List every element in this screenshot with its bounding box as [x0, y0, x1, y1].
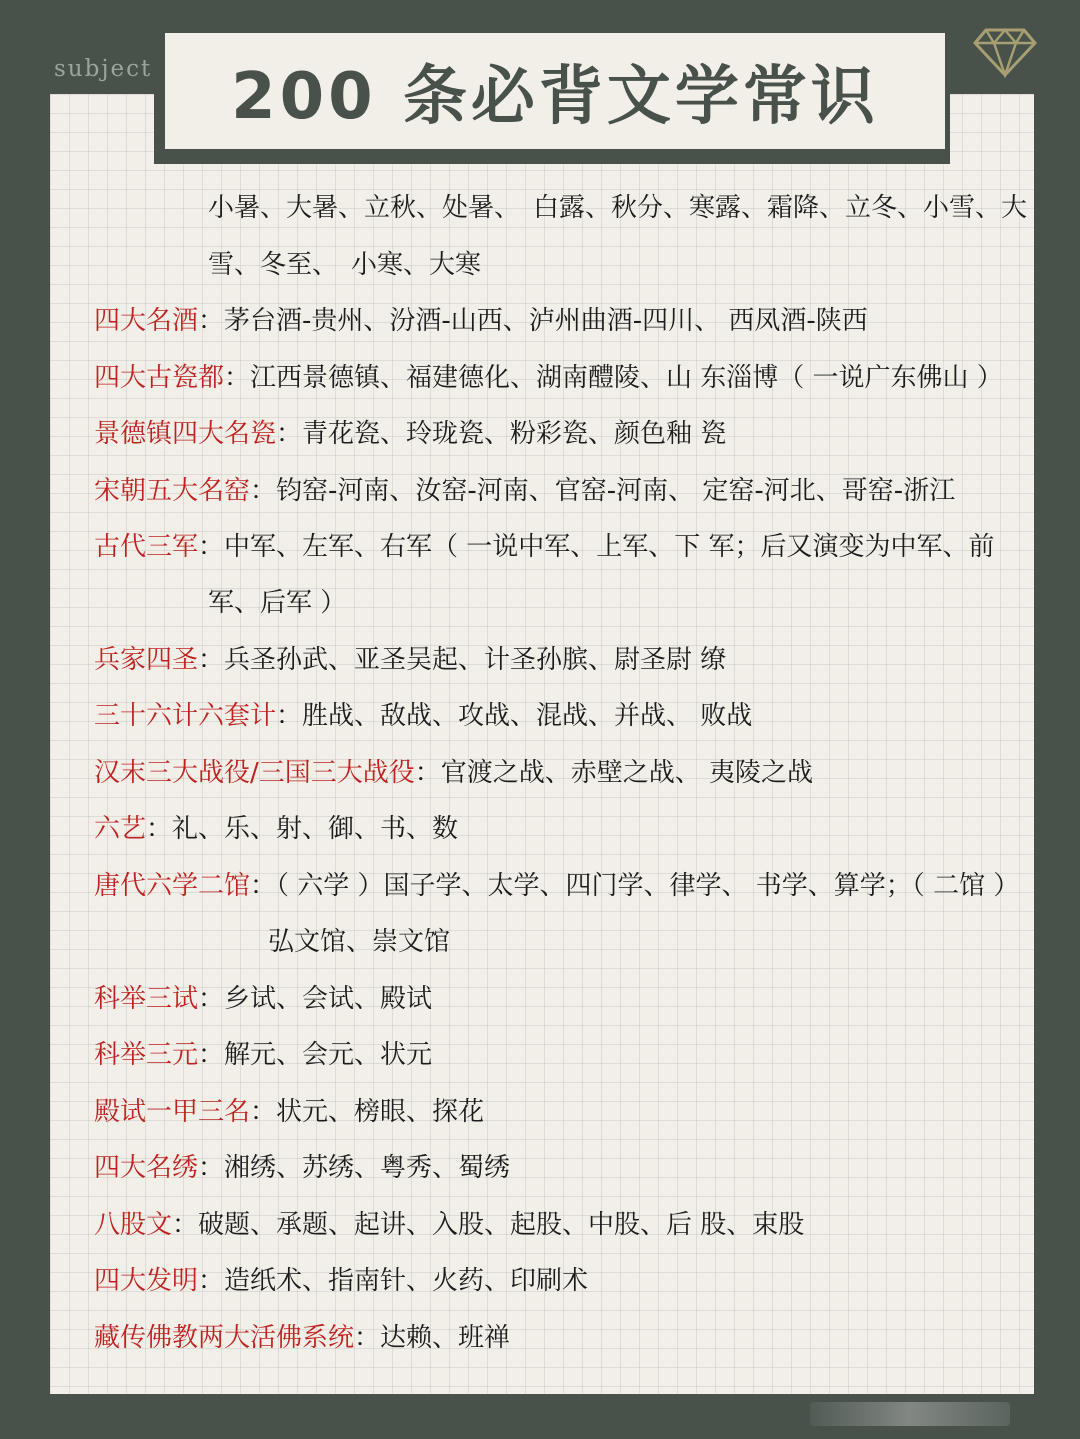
entry-label: 六艺: [94, 814, 147, 844]
entry-label: 四大名酒: [94, 306, 199, 336]
entry-label: 藏传佛教两大活佛系统: [94, 1323, 355, 1353]
entry: [94, 527, 995, 567]
entry-text: ：钧窑-河南、汝窑-河南、官窑-河南、 定窑-河北、哥窑-浙江: [250, 476, 956, 506]
entry-label: 殿试一甲三名: [94, 1097, 251, 1127]
entry-text: ：胜战、敌战、攻战、混战、并战、 败战: [276, 701, 753, 731]
entry-text: ：青花瓷、玲珑瓷、粉彩瓷、颜色釉 瓷: [276, 419, 727, 449]
entry-label: 宋朝五大名窑: [94, 476, 251, 506]
page-title: 200 条必背文学常识: [231, 60, 879, 134]
entry: [94, 1318, 510, 1358]
entry-text: ：兵圣孙武、亚圣吴起、计圣孙膑、尉圣尉 缭: [198, 645, 727, 675]
entry-text: ：湘绣、苏绣、粤秀、蜀绣: [198, 1153, 511, 1183]
entry-label: 八股文: [94, 1210, 173, 1240]
entry: [94, 809, 458, 849]
entry: [94, 301, 868, 341]
entry-label: 古代三军: [94, 532, 199, 562]
entry-cont: [208, 188, 1027, 228]
entry-label: 景德镇四大名瓷: [94, 419, 277, 449]
entry: [94, 1035, 432, 1075]
entry-text: ：状元、榜眼、探花: [250, 1097, 485, 1127]
entry: [94, 1261, 588, 1301]
entry-label: 科举三试: [94, 984, 199, 1014]
entry: [94, 753, 813, 793]
entry-text: ：破题、承题、起讲、入股、起股、中股、后 股、束股: [172, 1210, 805, 1240]
entry: [94, 1148, 510, 1188]
entry-text: ：乡试、会试、殿试: [198, 984, 433, 1014]
entry: [94, 471, 955, 511]
entry-text: ：中军、左军、右军（ 一说中军、上军、下 军；后又演变为中军、前: [198, 532, 995, 562]
entry: [94, 358, 1003, 398]
entry-cont: [268, 922, 450, 962]
entry-label: 科举三元: [94, 1040, 199, 1070]
entry-label: 四大名绣: [94, 1153, 199, 1183]
entry-label: 兵家四圣: [94, 645, 199, 675]
entry-text: 雪、冬至、 小寒、大寒: [208, 250, 482, 280]
entry-label: 三十六计六套计: [94, 701, 277, 731]
entry-cont: [208, 245, 481, 285]
entry: [94, 979, 432, 1019]
entry: [94, 1205, 804, 1245]
entry: [94, 414, 726, 454]
entry-text: 弘文馆、崇文馆: [268, 927, 451, 957]
entry-label: 四大发明: [94, 1266, 199, 1296]
blurred-watermark: [810, 1402, 1010, 1426]
entry: [94, 640, 726, 680]
entry-label: 唐代六学二馆: [94, 871, 251, 901]
entry-text: ：礼、乐、射、御、书、数: [146, 814, 459, 844]
entry-label: 四大古瓷都: [94, 363, 225, 393]
entry-label: 汉末三大战役/三国三大战役: [94, 758, 415, 788]
entry-cont: [208, 583, 346, 623]
entry-text: ：解元、会元、状元: [198, 1040, 433, 1070]
entry: [94, 866, 1019, 906]
entry-text: 小暑、大暑、立秋、处暑、 白露、秋分、寒露、霜降、立冬、小雪、大: [208, 193, 1028, 223]
entry-text: ：造纸术、指南针、火药、印刷术: [198, 1266, 589, 1296]
entry-text: 军、后军 ）: [208, 588, 347, 618]
entry: [94, 1092, 484, 1132]
entry-text: ：官渡之战、赤壁之战、 夷陵之战: [414, 758, 814, 788]
entry-text: ：（ 六学 ）国子学、太学、四门学、律学、 书学、算学；（ 二馆 ）: [250, 871, 1020, 901]
entry-text: ：达赖、班禅: [354, 1323, 511, 1353]
entry-text: ：江西景德镇、福建德化、湖南醴陵、山 东淄博（ 一说广东佛山 ）: [224, 363, 1003, 393]
entry-text: ：茅台酒-贵州、汾酒-山西、泸州曲酒-四川、 西凤酒-陕西: [198, 306, 868, 336]
entry: [94, 696, 752, 736]
subject-watermark: subject: [54, 56, 153, 82]
